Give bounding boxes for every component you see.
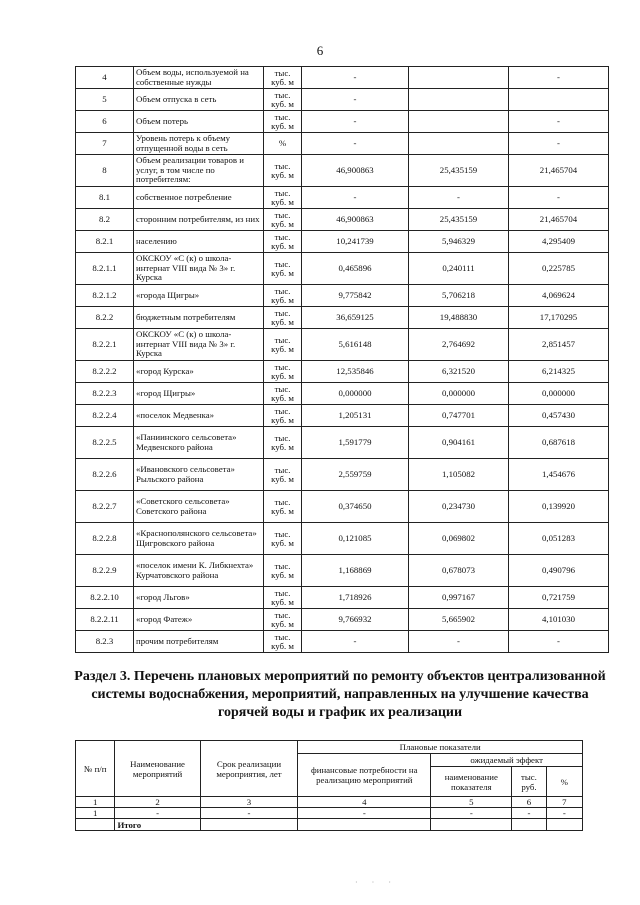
row-number: 8.2.2.7 [76, 491, 134, 523]
table-row [76, 285, 609, 307]
row-value-2: 0,997167 [409, 587, 509, 609]
col-indicator-header: наименование показателя [431, 767, 512, 797]
row-unit: тыс. куб. м [264, 89, 302, 111]
row-value-1: 46,900863 [302, 155, 409, 187]
row-number: 8.2.2.4 [76, 405, 134, 427]
total-label: Итого [115, 819, 200, 831]
row-number: 8.2.2.9 [76, 555, 134, 587]
row-value-2 [409, 133, 509, 155]
row-number: 8.2.2.1 [76, 329, 134, 361]
row-value-3: - [509, 111, 609, 133]
row-unit: тыс. куб. м [264, 609, 302, 631]
row-value-3: - [509, 133, 609, 155]
row-value-2: 0,069802 [409, 523, 509, 555]
row-value-3: 4,101030 [509, 609, 609, 631]
row-value-3: - [509, 67, 609, 89]
measure-row: 1 - - - - - - [76, 808, 583, 819]
row-value-2: 1,105082 [409, 459, 509, 491]
row-number: 8.2 [76, 209, 134, 231]
row-value-3: 21,465704 [509, 209, 609, 231]
row-value-2: 25,435159 [409, 209, 509, 231]
row-number: 8.1 [76, 187, 134, 209]
row-name: прочим потребителям [134, 631, 264, 653]
row-unit: тыс. куб. м [264, 383, 302, 405]
row-unit: % [264, 133, 302, 155]
table-row [76, 209, 609, 231]
row-name: «Паниинского сельсовета» Медвенского района [134, 427, 264, 459]
row-value-1: 9,775842 [302, 285, 409, 307]
row-value-2 [409, 89, 509, 111]
row-value-2: 5,946329 [409, 231, 509, 253]
row-value-2: 0,747701 [409, 405, 509, 427]
row-unit: тыс. куб. м [264, 155, 302, 187]
row-number: 8 [76, 155, 134, 187]
row-value-1: 1,205131 [302, 405, 409, 427]
row-name: «город Льгов» [134, 587, 264, 609]
row-unit: тыс. куб. м [264, 111, 302, 133]
row-number: 8.2.1 [76, 231, 134, 253]
row-unit: тыс. куб. м [264, 523, 302, 555]
row-unit: тыс. куб. м [264, 555, 302, 587]
row-value-1: 9,766932 [302, 609, 409, 631]
row-name: «Советского сельсовета» Советского района [134, 491, 264, 523]
row-number: 5 [76, 89, 134, 111]
row-value-3: 0,490796 [509, 555, 609, 587]
row-value-1: 5,616148 [302, 329, 409, 361]
row-value-3: 0,051283 [509, 523, 609, 555]
row-value-2: 0,234730 [409, 491, 509, 523]
row-value-1: - [302, 89, 409, 111]
row-name: ОКСКОУ «С (к) о школа-интернат VIII вида № 3» г. Курска [134, 253, 264, 285]
row-value-3: - [509, 631, 609, 653]
row-value-1: 46,900863 [302, 209, 409, 231]
table-row [76, 111, 609, 133]
table-row [76, 491, 609, 523]
row-value-2: 0,240111 [409, 253, 509, 285]
row-value-3: - [509, 187, 609, 209]
row-value-3 [509, 89, 609, 111]
table-row [76, 67, 609, 89]
row-value-1: 36,659125 [302, 307, 409, 329]
scan-dots: · · · [355, 878, 397, 887]
row-unit: тыс. куб. м [264, 67, 302, 89]
row-name: ОКСКОУ «С (к) о школа-интернат VIII вида № 3» г. Курска [134, 329, 264, 361]
row-value-3: 0,225785 [509, 253, 609, 285]
row-unit: тыс. куб. м [264, 231, 302, 253]
index-row: 1 2 3 4 5 6 7 [76, 797, 583, 808]
table-row [76, 427, 609, 459]
water-volume-table [75, 66, 609, 653]
table-row [76, 329, 609, 361]
row-value-1: 10,241739 [302, 231, 409, 253]
row-value-2: 5,706218 [409, 285, 509, 307]
section-3-heading: Раздел 3. Перечень плановых мероприятий по ремонту объектов централизованной системы водоснабжения, мероприятий, направленных на улучшение качества горячей воды и график их реализации [74, 669, 606, 720]
row-name: «город Щигры» [134, 383, 264, 405]
table-row [76, 383, 609, 405]
measures-table [75, 740, 583, 831]
table-row [76, 133, 609, 155]
row-name: Объем потерь [134, 111, 264, 133]
row-unit: тыс. куб. м [264, 187, 302, 209]
table-row [76, 459, 609, 491]
row-value-3: 0,721759 [509, 587, 609, 609]
row-value-2: 0,904161 [409, 427, 509, 459]
row-unit: тыс. куб. м [264, 459, 302, 491]
col-finance-header: финансовые потребности на реализацию мероприятий [298, 754, 431, 797]
row-value-3: 0,457430 [509, 405, 609, 427]
row-unit: тыс. куб. м [264, 491, 302, 523]
table-row [76, 587, 609, 609]
row-name: Объем реализации товаров и услуг, в том числе по потребителям: [134, 155, 264, 187]
row-number: 8.2.2.2 [76, 361, 134, 383]
row-value-3: 2,851457 [509, 329, 609, 361]
table-row [76, 405, 609, 427]
row-value-2: 5,665902 [409, 609, 509, 631]
row-value-2: 6,321520 [409, 361, 509, 383]
row-unit: тыс. куб. м [264, 631, 302, 653]
table-row [76, 155, 609, 187]
table-row [76, 231, 609, 253]
row-value-3: 4,069624 [509, 285, 609, 307]
col-planned-header: Плановые показатели [298, 741, 583, 754]
table-row [76, 609, 609, 631]
row-value-1: 1,168869 [302, 555, 409, 587]
table-row [76, 253, 609, 285]
row-value-3: 4,295409 [509, 231, 609, 253]
row-value-3: 0,000000 [509, 383, 609, 405]
page-number: 6 [316, 43, 324, 58]
row-value-1: - [302, 631, 409, 653]
col-percent-header: % [546, 767, 582, 797]
row-value-1: 1,591779 [302, 427, 409, 459]
row-name: «поселок Медвенка» [134, 405, 264, 427]
row-name: «Краснополянского сельсовета» Щигровского района [134, 523, 264, 555]
row-value-1: 12,535846 [302, 361, 409, 383]
row-value-2: 2,764692 [409, 329, 509, 361]
row-value-3: 1,454676 [509, 459, 609, 491]
row-value-1: - [302, 187, 409, 209]
row-number: 4 [76, 67, 134, 89]
row-value-1: - [302, 133, 409, 155]
row-number: 6 [76, 111, 134, 133]
table-row [76, 361, 609, 383]
col-thousand-rub-header: тыс. руб. [512, 767, 546, 797]
row-name: «город Фатеж» [134, 609, 264, 631]
row-number: 8.2.2 [76, 307, 134, 329]
row-value-1: 0,121085 [302, 523, 409, 555]
table-row [76, 89, 609, 111]
row-value-2: - [409, 187, 509, 209]
row-unit: тыс. куб. м [264, 361, 302, 383]
row-unit: тыс. куб. м [264, 405, 302, 427]
row-name: «поселок имени К. Либкнехта» Курчатовского района [134, 555, 264, 587]
row-value-2: 0,000000 [409, 383, 509, 405]
row-unit: тыс. куб. м [264, 329, 302, 361]
row-number: 8.2.3 [76, 631, 134, 653]
col-term-header: Срок реализации мероприятия, лет [200, 741, 298, 797]
col-num-header: № п/п [76, 741, 115, 797]
row-name: Объем отпуска в сеть [134, 89, 264, 111]
row-number: 8.2.2.5 [76, 427, 134, 459]
row-value-3: 0,139920 [509, 491, 609, 523]
row-value-1: 0,000000 [302, 383, 409, 405]
table-row [76, 555, 609, 587]
row-name: населению [134, 231, 264, 253]
row-name: собственное потребление [134, 187, 264, 209]
row-value-1: 0,465896 [302, 253, 409, 285]
row-number: 8.2.2.10 [76, 587, 134, 609]
table-row [76, 307, 609, 329]
row-value-2: 25,435159 [409, 155, 509, 187]
row-name: Объем воды, используемой на собственные нужды [134, 67, 264, 89]
row-value-3: 0,687618 [509, 427, 609, 459]
row-number: 8.2.2.6 [76, 459, 134, 491]
row-unit: тыс. куб. м [264, 587, 302, 609]
row-value-3: 17,170295 [509, 307, 609, 329]
row-number: 8.2.2.3 [76, 383, 134, 405]
total-row [76, 819, 583, 831]
row-number: 8.2.2.8 [76, 523, 134, 555]
row-value-1: 1,718926 [302, 587, 409, 609]
row-unit: тыс. куб. м [264, 307, 302, 329]
row-number: 7 [76, 133, 134, 155]
row-value-2: 19,488830 [409, 307, 509, 329]
row-value-2: 0,678073 [409, 555, 509, 587]
row-number: 8.2.1.2 [76, 285, 134, 307]
row-value-3: 6,214325 [509, 361, 609, 383]
row-value-3: 21,465704 [509, 155, 609, 187]
row-value-2 [409, 111, 509, 133]
row-unit: тыс. куб. м [264, 253, 302, 285]
row-name: сторонним потребителям, из них [134, 209, 264, 231]
row-number: 8.2.2.11 [76, 609, 134, 631]
row-unit: тыс. куб. м [264, 285, 302, 307]
row-value-1: 0,374650 [302, 491, 409, 523]
row-name: «города Щигры» [134, 285, 264, 307]
row-value-2 [409, 67, 509, 89]
row-name: Уровень потерь к объему отпущенной воды в сеть [134, 133, 264, 155]
row-value-2: - [409, 631, 509, 653]
col-name-header: Наименование мероприятий [115, 741, 200, 797]
row-value-1: - [302, 67, 409, 89]
row-number: 8.2.1.1 [76, 253, 134, 285]
row-unit: тыс. куб. м [264, 209, 302, 231]
row-name: «Ивановского сельсовета» Рыльского района [134, 459, 264, 491]
table-row [76, 523, 609, 555]
col-effect-header: ожидаемый эффект [431, 754, 583, 767]
table-row [76, 187, 609, 209]
row-name: «город Курска» [134, 361, 264, 383]
row-name: бюджетным потребителям [134, 307, 264, 329]
row-value-1: 2,559759 [302, 459, 409, 491]
table-row [76, 631, 609, 653]
row-value-1: - [302, 111, 409, 133]
row-unit: тыс. куб. м [264, 427, 302, 459]
